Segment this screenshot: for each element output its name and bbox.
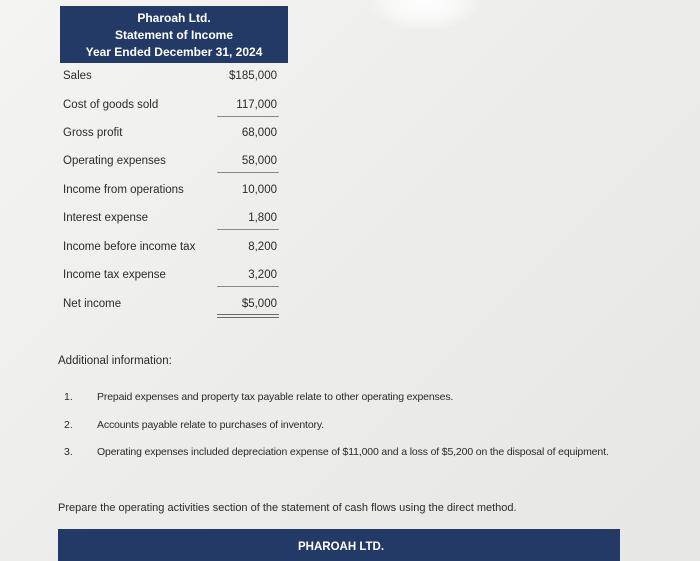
row-label: Sales xyxy=(63,70,92,82)
single-underline xyxy=(217,229,279,230)
row-amount: 1,800 xyxy=(248,212,277,224)
row-amount: $5,000 xyxy=(241,298,277,310)
company-name: Pharoah Ltd. xyxy=(137,11,211,25)
statement-period: Year Ended December 31, 2024 xyxy=(85,45,263,59)
statement-row-income-tax-expense xyxy=(0,266,700,288)
additional-info-title: Additional information: xyxy=(58,355,172,367)
statement-header xyxy=(60,6,288,63)
row-amount: 117,000 xyxy=(236,99,277,111)
cash-flow-company-title: PHAROAH LTD. xyxy=(298,541,385,553)
statement-row-income-from-operations xyxy=(0,181,700,203)
row-label: Gross profit xyxy=(63,127,123,139)
item-text: Accounts payable relate to purchases of inventory. xyxy=(97,419,324,431)
statement-row-net-income xyxy=(0,295,700,317)
row-amount: 68,000 xyxy=(241,127,277,139)
row-amount: 58,000 xyxy=(241,155,277,167)
single-underline xyxy=(217,286,279,287)
row-amount: $185,000 xyxy=(229,70,277,82)
item-number: 3. xyxy=(64,446,73,458)
statement-row-operating-expenses xyxy=(0,152,700,174)
statement-row-sales xyxy=(0,67,700,89)
item-text: Operating expenses included depreciation expense of $11,000 and a loss of $5,200 on the disposal of equipment. xyxy=(97,446,609,458)
row-label: Cost of goods sold xyxy=(63,99,159,111)
single-underline xyxy=(217,116,279,117)
item-number: 1. xyxy=(64,391,73,403)
light-glare xyxy=(370,0,480,30)
row-amount: 10,000 xyxy=(241,184,277,196)
row-label: Income tax expense xyxy=(63,269,166,281)
statement-row-cost-of-goods-sold xyxy=(0,96,700,118)
row-label: Net income xyxy=(63,298,122,310)
row-label: Interest expense xyxy=(63,212,149,224)
item-text: Prepaid expenses and property tax payable relate to other operating expenses. xyxy=(97,391,454,403)
row-label: Operating expenses xyxy=(63,155,166,167)
row-label: Income from operations xyxy=(63,184,184,196)
row-amount: 3,200 xyxy=(248,269,277,281)
double-underline xyxy=(217,314,279,318)
statement-title: Statement of Income xyxy=(114,28,234,42)
row-label: Income before income tax xyxy=(63,241,196,253)
statement-row-interest-expense xyxy=(0,209,700,231)
single-underline xyxy=(217,172,279,173)
instruction-text: Prepare the operating activities section of the statement of cash flows using the direct method. xyxy=(58,502,517,514)
cash-flow-header-bar xyxy=(58,529,620,561)
statement-row-income-before-income-tax xyxy=(0,238,700,260)
item-number: 2. xyxy=(64,419,73,431)
row-amount: 8,200 xyxy=(248,241,277,253)
statement-row-gross-profit xyxy=(0,124,700,146)
